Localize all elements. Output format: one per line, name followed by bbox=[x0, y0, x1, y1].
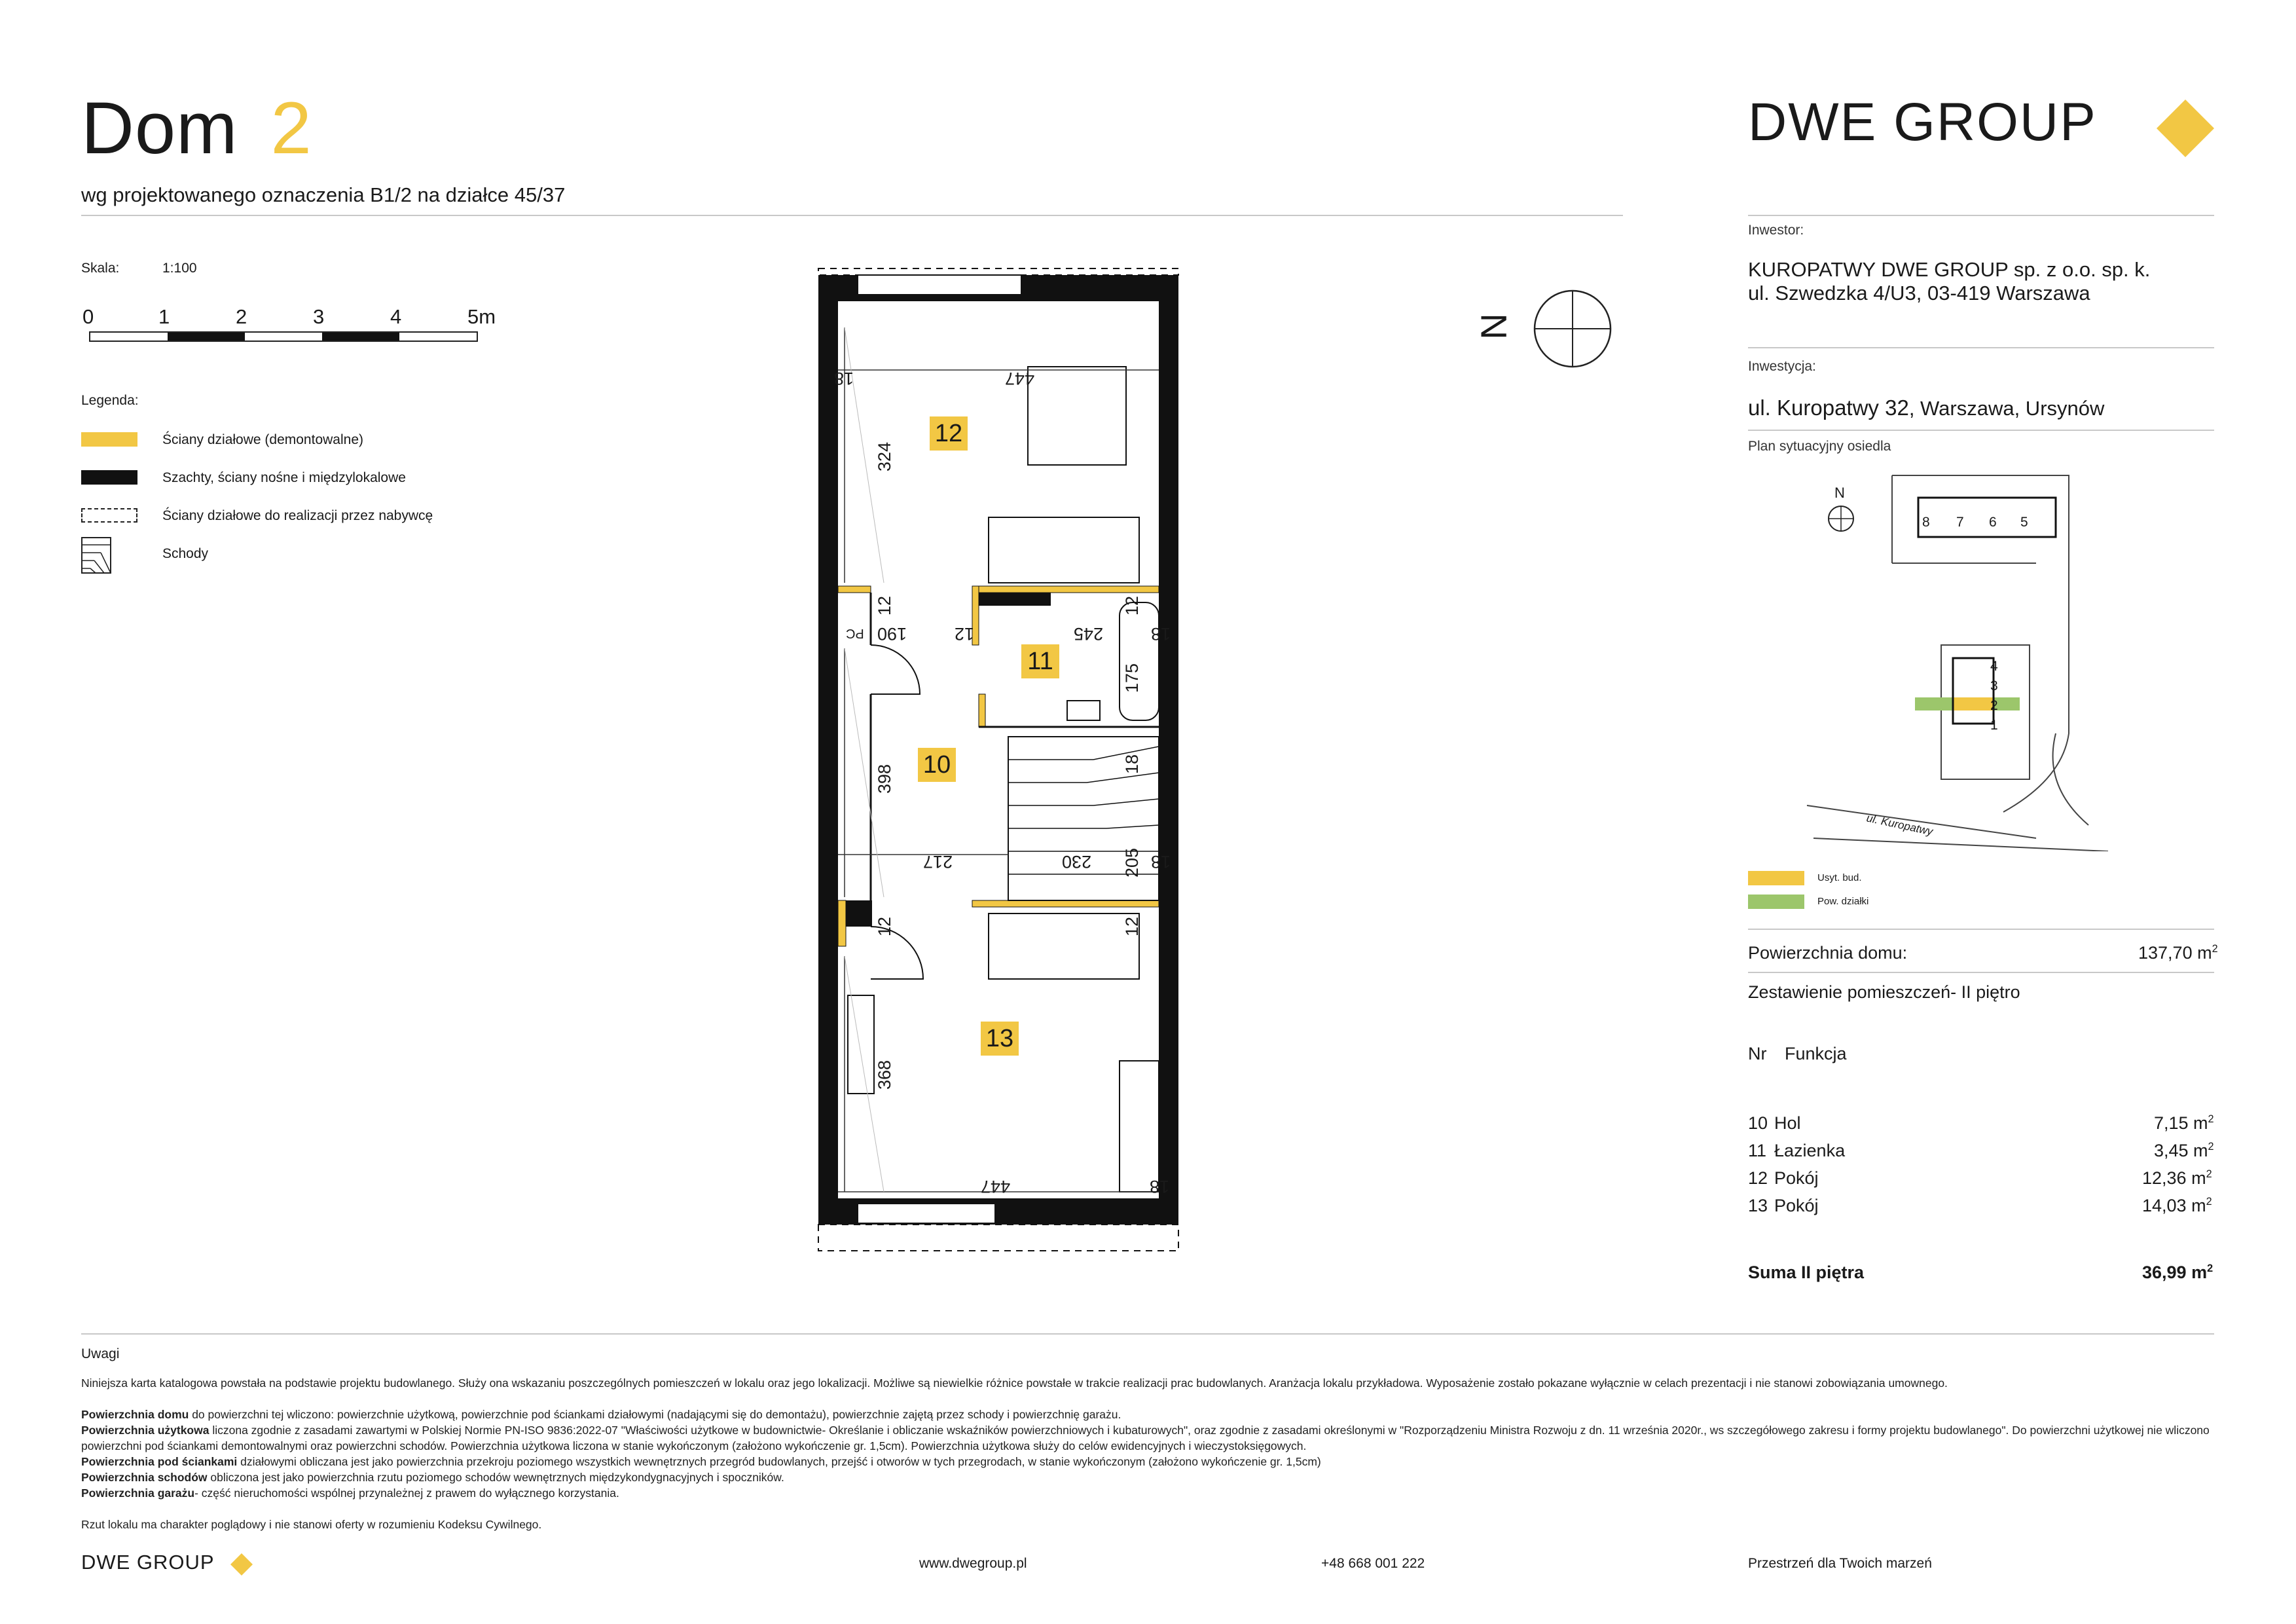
room-nr: 11 bbox=[1748, 1141, 1767, 1160]
room-area: 3,45 $m^2$ bbox=[2154, 1141, 2214, 1160]
footer-slogan: Przestrzeń dla Twoich marzeń bbox=[1748, 1556, 1932, 1571]
floor-plan bbox=[805, 249, 1211, 1270]
legend-swatch-dashed bbox=[81, 508, 137, 523]
dim-label: 18 bbox=[1150, 1177, 1170, 1196]
legend-title: Legenda: bbox=[81, 393, 139, 408]
investor-line1: KUROPATWY DWE GROUP sp. z o.o. sp. k. bbox=[1748, 258, 2151, 281]
notes-title: Uwagi bbox=[81, 1346, 120, 1361]
investment-street: ul. Kuropatwy 32 bbox=[1748, 396, 1909, 420]
site-legend-swatch-yellow bbox=[1748, 871, 1804, 885]
room-nr: 10 bbox=[1748, 1113, 1768, 1133]
dim-label: PC bbox=[846, 626, 864, 640]
site-plan-label: Plan sytuacyjny osiedla bbox=[1748, 439, 1891, 454]
rooms-table-title: Zestawienie pomieszczeń- II piętro bbox=[1748, 982, 2020, 1002]
brand-logo: DWE GROUP bbox=[1748, 92, 2097, 152]
dim-label: 18 bbox=[1151, 852, 1171, 872]
subtitle: wg projektowanego oznaczenia B1/2 na działce 45/37 bbox=[81, 183, 566, 206]
footer-logo: DWE GROUP bbox=[81, 1551, 215, 1574]
note-definition: Powierzchnia użytkowa liczona zgodnie z zasadami zawartymi w Polskiej Normie PN-ISO 9836:2022-07 "Właściwości użytkowe w budownictwie- Określanie i obliczanie wskaźników powierzchniowych i kubaturowych", oraz zgodnie z zasadami określonymi w "Rozporządzeniu Ministra Rozwoju z dn. 11 września 2020r., ws szczegółowego zakresu i formy projektu budowlanego". Do powierzchni użytkowej nie wliczono powierzchni pod ściankami demontowalnymi oraz powierzchni schodów. Powierzchnia użytkowa liczona w stanie wykończonym (założono wykończenie gr. 1,5cm). Powierzchnia użytkowa służy do celów ewidencyjnych i wieczystoksięgowych. bbox=[81, 1424, 2210, 1452]
notes-body bbox=[81, 1375, 2242, 1532]
divider bbox=[1748, 929, 2214, 930]
page-title bbox=[81, 87, 312, 169]
note-definition: Powierzchnia pod ściankami działowymi obliczana jest jako powierzchnia przekroju poziomego wszystkich wewnętrznych przegród budowlanych, przejść i otworów w tych przegrodach, w stanie wykończonym (założono wykończenie gr. 1,5cm) bbox=[81, 1455, 1321, 1468]
dim-label: 447 bbox=[981, 1177, 1011, 1196]
investor-label: Inwestor: bbox=[1748, 223, 1804, 238]
dim-label: 18 bbox=[1122, 754, 1142, 774]
legend-item: Ściany działowe do realizacji przez nabywcę bbox=[162, 508, 433, 523]
room-name: Pokój bbox=[1774, 1168, 1819, 1188]
title-text: Dom bbox=[81, 87, 238, 169]
legend-item: Schody bbox=[162, 546, 209, 561]
site-house: 1 bbox=[1990, 718, 1998, 733]
note-paragraph: Niniejsza karta katalogowa powstała na podstawie projektu budowlanego. Służy ona wskazaniu poszczególnych pomieszczeń w lokalu oraz jego lokalizacji. Możliwe są niewielkie różnice powstałe w trakcie realizacji prac budowlanych. Aranżacja lokalu przykładowa. Wyposażenie zostało pokazane wyłącznie w celach prezentacji i nie stanowi zobowiązania umownego. bbox=[81, 1376, 1948, 1390]
dim-label: 217 bbox=[923, 852, 953, 872]
dim-label: 18 bbox=[1151, 624, 1171, 644]
dim-label: 12 bbox=[875, 595, 894, 616]
scale-tick: 4 bbox=[390, 305, 402, 328]
scale-tick: 2 bbox=[236, 305, 247, 328]
divider bbox=[1748, 347, 2214, 348]
site-north: N bbox=[1834, 485, 1845, 501]
dim-label: 447 bbox=[1005, 369, 1035, 388]
legend-swatch-black bbox=[81, 470, 137, 485]
sum-label: Suma II piętra bbox=[1748, 1263, 1865, 1282]
site-house: 8 bbox=[1922, 515, 1930, 530]
room-name: Pokój bbox=[1774, 1196, 1819, 1215]
legend-item: Szachty, ściany nośne i międzylokalowe bbox=[162, 470, 406, 485]
north-label: N bbox=[1473, 313, 1515, 340]
scale-tick: 3 bbox=[313, 305, 325, 328]
site-house: 7 bbox=[1956, 515, 1964, 530]
house-number: 2 bbox=[270, 87, 312, 169]
room-tag-11: 11 bbox=[1021, 644, 1059, 678]
legend-item: Ściany działowe (demontowalne) bbox=[162, 432, 363, 447]
dim-label: 12 bbox=[1122, 595, 1142, 616]
site-house: 5 bbox=[2020, 515, 2028, 530]
room-tag-13: 13 bbox=[981, 1022, 1019, 1056]
footer-phone[interactable]: +48 668 001 222 bbox=[1321, 1556, 1425, 1571]
divider bbox=[81, 1333, 2214, 1335]
site-legend-item: Usyt. bud. bbox=[1817, 872, 1862, 883]
divider bbox=[1748, 972, 2214, 973]
stairs-icon bbox=[81, 537, 111, 574]
note-definition: Powierzchnia schodów obliczona jest jako powierzchnia rzutu poziomego schodów wewnętrznych międzykondygnacyjnych i spoczników. bbox=[81, 1471, 784, 1484]
dim-label: 175 bbox=[1122, 663, 1142, 693]
note-paragraph: Rzut lokalu ma charakter poglądowy i nie stanowi oferty w rozumieniu Kodeksu Cywilnego. bbox=[81, 1518, 542, 1531]
room-nr: 13 bbox=[1748, 1196, 1768, 1215]
scale-label: Skala: bbox=[81, 261, 120, 276]
dim-label: 205 bbox=[1122, 847, 1142, 877]
dim-label: 230 bbox=[1062, 852, 1092, 872]
dim-label: 245 bbox=[1074, 624, 1104, 644]
dim-label: 12 bbox=[1122, 916, 1142, 936]
rooms-head-func: Funkcja bbox=[1785, 1044, 1847, 1063]
dim-label: 12 bbox=[955, 624, 975, 644]
dim-label: 18 bbox=[834, 369, 854, 388]
scale-tick: 0 bbox=[82, 305, 94, 328]
room-area: 7,15 $m^2$ bbox=[2154, 1113, 2214, 1133]
dim-label: 398 bbox=[875, 764, 894, 794]
area-label: Powierzchnia domu: bbox=[1748, 943, 1908, 963]
divider bbox=[1748, 215, 2214, 216]
note-definition: Powierzchnia domu do powierzchni tej wliczono: powierzchnie użytkową, powierzchnie pod ściankami działowymi (nadającymi się do demontażu), powierzchnie zajętą przez schody i powierzchnię garażu. bbox=[81, 1408, 1121, 1421]
investment-label: Inwestycja: bbox=[1748, 359, 1816, 374]
room-name: Hol bbox=[1774, 1113, 1801, 1133]
site-street: ul. Kuropatwy bbox=[1865, 811, 1934, 838]
site-house: 6 bbox=[1989, 515, 1997, 530]
scale-ticks bbox=[82, 305, 501, 331]
site-legend-item: Pow. działki bbox=[1817, 896, 1869, 907]
dim-label: 324 bbox=[875, 441, 894, 471]
scale-tick: 5m bbox=[467, 305, 496, 328]
legend-swatch-yellow bbox=[81, 432, 137, 447]
scale-bar bbox=[89, 331, 478, 342]
room-area: 12,36 $m^2$ bbox=[2142, 1168, 2212, 1188]
dim-label: 368 bbox=[875, 1060, 894, 1090]
room-nr: 12 bbox=[1748, 1168, 1768, 1188]
sum-value: 36,99 $m^2$ bbox=[2142, 1263, 2214, 1282]
scale-value: 1:100 bbox=[162, 261, 197, 276]
dim-label: 12 bbox=[875, 916, 894, 936]
divider bbox=[1748, 430, 2214, 431]
investment-address bbox=[1748, 396, 2104, 420]
note-definition: Powierzchnia garażu- część nieruchomości wspólnej przynależnej z prawem do wyłącznego korzystania. bbox=[81, 1486, 619, 1500]
footer-diamond-icon bbox=[229, 1552, 254, 1577]
divider bbox=[81, 215, 1623, 216]
area-value: 137,70 $m^2$ bbox=[2138, 943, 2218, 963]
investor-line2: ul. Szwedzka 4/U3, 03-419 Warszawa bbox=[1748, 282, 2090, 304]
rooms-head-nr: Nr bbox=[1748, 1044, 1767, 1063]
room-name: Łazienka bbox=[1774, 1141, 1846, 1160]
site-legend-swatch-green bbox=[1748, 895, 1804, 909]
compass-icon bbox=[1532, 288, 1613, 369]
investment-city: , Warszawa, Ursynów bbox=[1908, 397, 2105, 420]
site-house: 2 bbox=[1990, 698, 1998, 713]
room-area: 14,03 $m^2$ bbox=[2142, 1196, 2212, 1215]
site-house: 3 bbox=[1990, 678, 1998, 693]
footer-web-link[interactable]: www.dwegroup.pl bbox=[919, 1556, 1027, 1571]
diamond-logo-icon bbox=[2154, 97, 2217, 160]
site-house: 4 bbox=[1990, 659, 1998, 674]
scale-tick: 1 bbox=[158, 305, 170, 328]
dim-label: 190 bbox=[877, 624, 907, 644]
room-tag-12: 12 bbox=[930, 416, 968, 451]
room-tag-10: 10 bbox=[918, 748, 956, 782]
